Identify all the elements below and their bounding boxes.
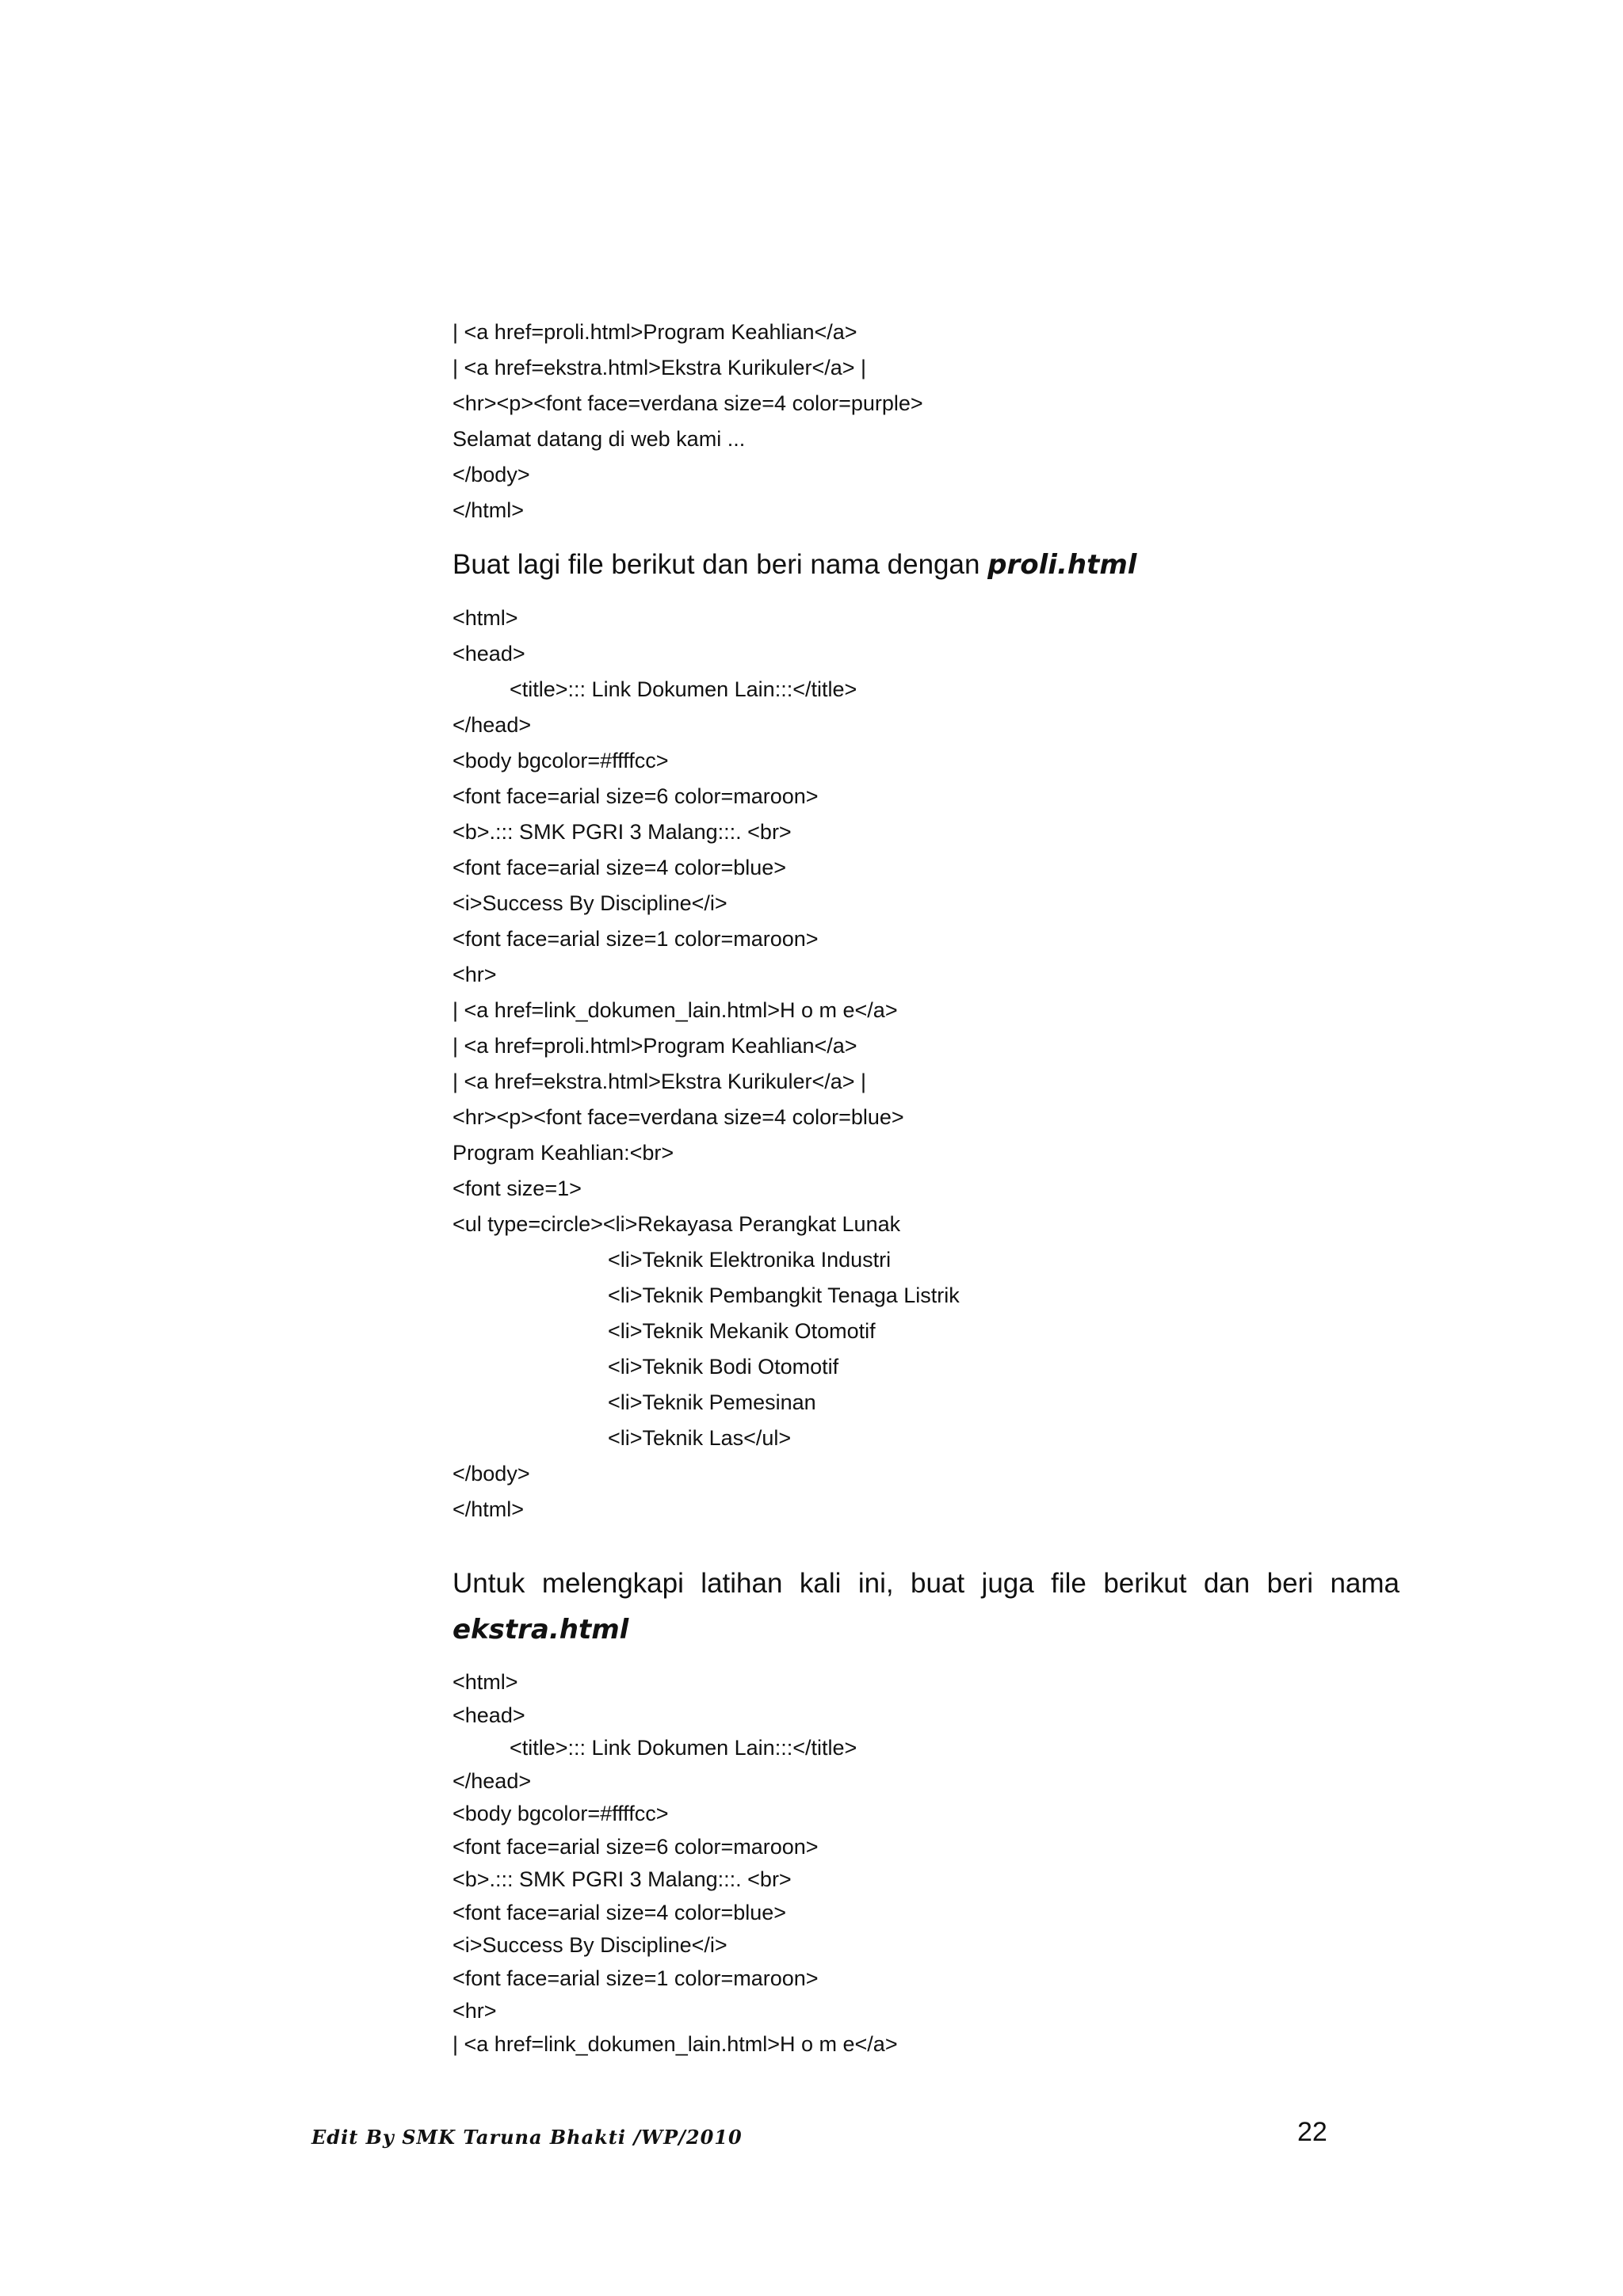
code-line: <i>Success By Discipline</i>	[453, 1933, 727, 1957]
code-line: <ul type=circle><li>Rekayasa Perangkat Lunak	[453, 1212, 901, 1236]
instruction-ekstra	[453, 1561, 1400, 1653]
code-line: </body>	[453, 463, 530, 486]
code-line: <hr><p><font face=verdana size=4 color=blue>	[453, 1105, 904, 1129]
code-line: <hr>	[453, 963, 497, 986]
code-line: <li>Teknik Las</ul>	[608, 1426, 792, 1450]
code-line: | <a href=ekstra.html>Ekstra Kurikuler</a> |	[453, 1070, 867, 1093]
code-line: </head>	[453, 1768, 532, 1793]
page-number: 22	[1297, 2117, 1327, 2147]
code-line: <body bgcolor=#ffffcc>	[453, 749, 669, 772]
code-line: <font face=arial size=4 color=blue>	[453, 1900, 787, 1924]
code-line: <hr><p><font face=verdana size=4 color=purple>	[453, 391, 923, 415]
code-line: | <a href=proli.html>Program Keahlian</a>	[453, 1034, 857, 1058]
instruction-text: Untuk melengkapi latihan kali ini, buat juga file berikut dan beri nama	[453, 1568, 1400, 1599]
code-line: <font size=1>	[453, 1177, 582, 1200]
instruction-text: Buat lagi file berikut dan beri nama dengan	[453, 549, 988, 580]
code-line: <title>::: Link Dokumen Lain:::</title>	[510, 1736, 857, 1760]
instruction-proli	[453, 542, 1136, 588]
code-block-proli	[453, 601, 960, 1527]
code-line: <b>.::: SMK PGRI 3 Malang:::. <br>	[453, 1867, 792, 1891]
code-line: </html>	[453, 498, 525, 522]
code-line: <font face=arial size=6 color=maroon>	[453, 784, 819, 808]
code-line: <font face=arial size=1 color=maroon>	[453, 1966, 819, 1990]
code-line: <hr>	[453, 1999, 497, 2023]
code-line: Selamat datang di web kami ...	[453, 427, 746, 451]
code-line: | <a href=link_dokumen_lain.html>H o m e</a>	[453, 998, 898, 1022]
code-line: <title>::: Link Dokumen Lain:::</title>	[510, 677, 857, 701]
code-line: <i>Success By Discipline</i>	[453, 891, 727, 915]
code-line: <font face=arial size=6 color=maroon>	[453, 1834, 819, 1859]
filename-proli: proli.html	[987, 549, 1137, 581]
code-line: <head>	[453, 1703, 525, 1727]
code-line: <html>	[453, 606, 518, 630]
code-line: </head>	[453, 713, 532, 737]
code-line: <body bgcolor=#ffffcc>	[453, 1802, 669, 1825]
code-line: <head>	[453, 642, 525, 666]
code-block-ekstra	[453, 1666, 898, 2061]
code-line: <li>Teknik Mekanik Otomotif	[608, 1319, 876, 1343]
code-block-link-dokumen-tail	[453, 315, 923, 528]
code-line: <html>	[453, 1670, 518, 1694]
code-line: <b>.::: SMK PGRI 3 Malang:::. <br>	[453, 820, 792, 844]
code-line: Program Keahlian:<br>	[453, 1141, 674, 1165]
code-line: | <a href=proli.html>Program Keahlian</a>	[453, 320, 857, 344]
code-line: </body>	[453, 1462, 530, 1486]
footer-credit: Edit By SMK Taruna Bhakti /WP/2010	[311, 2126, 743, 2149]
code-line: <li>Teknik Pembangkit Tenaga Listrik	[608, 1283, 960, 1307]
code-line: </html>	[453, 1497, 525, 1521]
code-line: <li>Teknik Bodi Otomotif	[608, 1355, 839, 1379]
code-line: <font face=arial size=1 color=maroon>	[453, 927, 819, 951]
code-line: | <a href=ekstra.html>Ekstra Kurikuler</a> |	[453, 356, 867, 379]
filename-ekstra: ekstra.html	[453, 1614, 629, 1646]
code-line: <li>Teknik Pemesinan	[608, 1390, 816, 1414]
code-line: <font face=arial size=4 color=blue>	[453, 856, 787, 879]
code-line: <li>Teknik Elektronika Industri	[608, 1248, 892, 1272]
code-line: | <a href=link_dokumen_lain.html>H o m e</a>	[453, 2031, 898, 2056]
